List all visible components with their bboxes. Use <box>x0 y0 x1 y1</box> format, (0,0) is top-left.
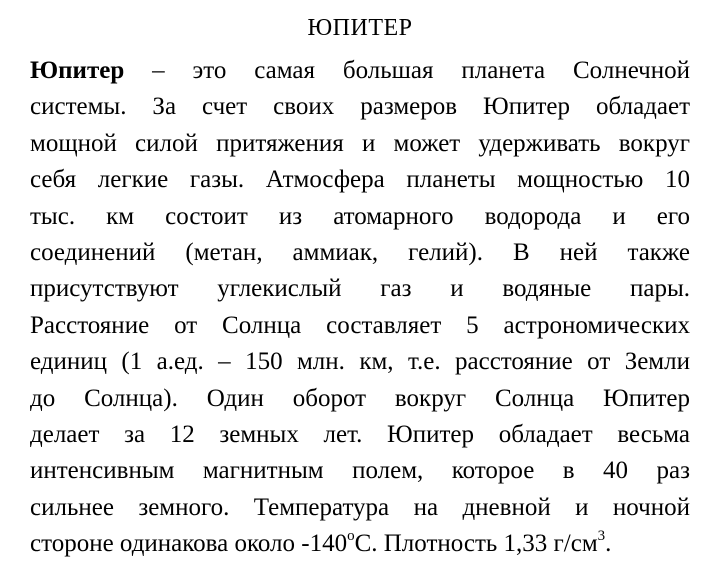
text-line: системы. За счет своих размеров Юпитер обладает <box>30 93 690 121</box>
text-fragment: стороне одинакова около -140 <box>30 530 348 558</box>
text-line: мощной силой притяжения и может удерживать вокруг <box>30 129 690 157</box>
cube-superscript: 3 <box>597 527 606 544</box>
text-line <box>30 526 690 562</box>
degree-superscript: о <box>347 527 355 544</box>
text-line: интенсивным магнитным полем, которое в 40 раз <box>30 457 690 485</box>
text-line <box>30 53 690 89</box>
text-line: единиц (1 а.ед. – 150 млн. км, т.е. расстояние от Земли <box>30 348 690 376</box>
page-title: ЮПИТЕР <box>307 15 413 41</box>
text-line: себя легкие газы. Атмосфера планеты мощностью 10 <box>30 166 690 194</box>
text-line: соединений (метан, аммиак, гелий). В ней также <box>30 239 690 267</box>
text-fragment: – это самая большая планета Солнечной <box>124 57 690 84</box>
text-line: сильнее земного. Температура на дневной и ночной <box>30 493 690 521</box>
text-line: присутствуют углекислый газ и водяные пары. <box>30 275 690 303</box>
text-line: Расстояние от Солнца составляет 5 астрономических <box>30 311 690 339</box>
bold-term: Юпитер <box>30 57 125 84</box>
body-paragraph <box>30 53 690 563</box>
text-line: делает за 12 земных лет. Юпитер обладает весьма <box>30 421 690 449</box>
text-fragment: . <box>605 530 612 558</box>
text-line: до Солнца). Один оборот вокруг Солнца Юпитер <box>30 384 690 412</box>
text-fragment: С. Плотность 1,33 г/см <box>354 530 598 558</box>
text-line: тыс. км состоит из атомарного водорода и его <box>30 202 690 230</box>
